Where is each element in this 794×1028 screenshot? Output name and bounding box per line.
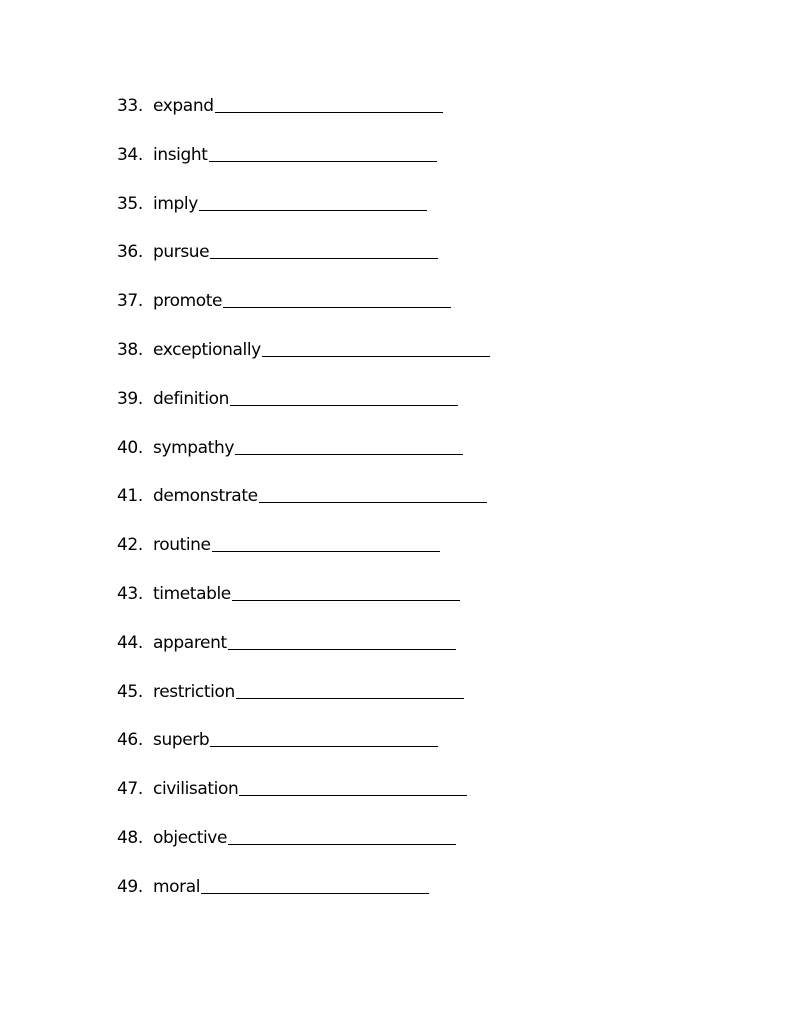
item-number: 43.: [117, 583, 143, 604]
list-item: [117, 242, 490, 291]
item-number: 38.: [117, 339, 143, 360]
answer-blank[interactable]: [230, 405, 458, 406]
list-item: [117, 828, 490, 877]
item-word: demonstrate: [153, 486, 258, 507]
list-item: [117, 535, 490, 584]
item-number: 33.: [117, 96, 143, 116]
answer-blank[interactable]: [235, 454, 463, 455]
list-item: [117, 145, 490, 194]
item-word: superb: [153, 730, 210, 751]
item-number: 37.: [117, 291, 143, 312]
item-word: civilisation: [153, 779, 239, 800]
list-item: [117, 730, 490, 779]
answer-blank[interactable]: [212, 551, 440, 552]
item-number: 45.: [117, 681, 143, 702]
item-number: 47.: [117, 779, 143, 800]
item-word: timetable: [153, 583, 231, 604]
item-number: 40.: [117, 437, 143, 458]
list-item: [117, 633, 490, 682]
item-word: sympathy: [153, 437, 234, 458]
answer-blank[interactable]: [228, 844, 456, 845]
list-item: [117, 291, 490, 340]
answer-blank[interactable]: [201, 893, 429, 894]
item-number: 39.: [117, 388, 143, 409]
answer-blank[interactable]: [239, 795, 467, 796]
answer-blank[interactable]: [199, 210, 427, 211]
item-number: 44.: [117, 632, 143, 653]
item-number: 48.: [117, 827, 143, 848]
item-number: 49.: [117, 876, 143, 897]
answer-blank[interactable]: [210, 746, 438, 747]
item-number: 35.: [117, 193, 143, 214]
list-item: [117, 389, 490, 438]
answer-blank[interactable]: [232, 600, 460, 601]
item-number: 46.: [117, 730, 143, 751]
item-word: insight: [153, 144, 208, 165]
answer-blank[interactable]: [259, 502, 487, 503]
item-word: objective: [153, 827, 228, 848]
answer-blank[interactable]: [236, 698, 464, 699]
item-word: expand: [153, 96, 214, 116]
list-item: [117, 438, 490, 487]
item-word: imply: [153, 193, 198, 214]
answer-blank[interactable]: [262, 356, 490, 357]
item-number: 36.: [117, 242, 143, 263]
item-number: 41.: [117, 486, 143, 507]
item-word: definition: [153, 388, 230, 409]
answer-blank[interactable]: [210, 258, 438, 259]
list-item: [117, 682, 490, 731]
answer-blank[interactable]: [215, 112, 443, 113]
list-item: [117, 584, 490, 633]
list-item: [117, 194, 490, 243]
item-word: promote: [153, 291, 223, 312]
vocabulary-list: [117, 96, 490, 926]
item-number: 34.: [117, 144, 143, 165]
item-number: 42.: [117, 535, 143, 556]
item-word: pursue: [153, 242, 210, 263]
item-word: apparent: [153, 632, 227, 653]
list-item: [117, 779, 490, 828]
list-item: [117, 486, 490, 535]
item-word: restriction: [153, 681, 235, 702]
list-item: [117, 340, 490, 389]
answer-blank[interactable]: [223, 307, 451, 308]
item-word: routine: [153, 535, 211, 556]
list-item: [117, 96, 490, 145]
item-word: exceptionally: [153, 339, 261, 360]
answer-blank[interactable]: [228, 649, 456, 650]
list-item: [117, 877, 490, 926]
item-word: moral: [153, 876, 201, 897]
answer-blank[interactable]: [209, 161, 437, 162]
